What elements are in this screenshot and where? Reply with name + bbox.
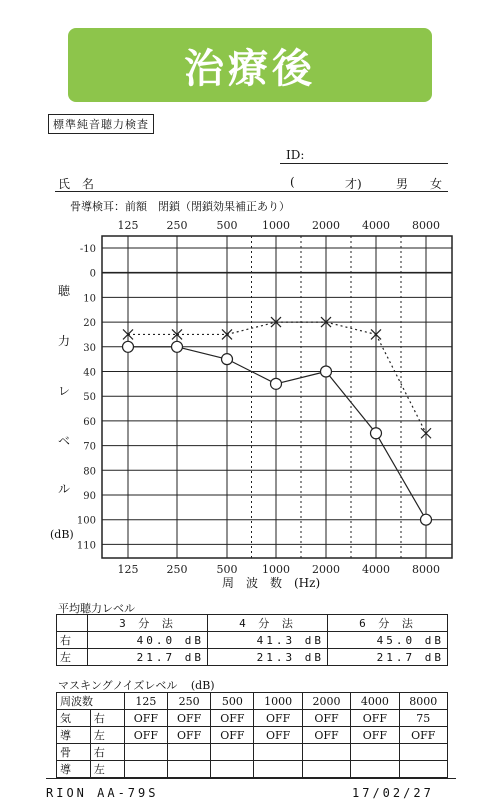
average-value: 40.0 dB [88,632,208,649]
average-value: 45.0 dB [328,632,448,649]
masking-row-air-left [57,727,448,744]
average-title: 平均聴力レベル [58,602,135,615]
y-tick-label: 20 [83,318,96,330]
masking-freq: 1000 [254,693,302,710]
y-tick-label: 30 [83,342,96,354]
masking-unit: (dB) [190,679,215,692]
vertical-label-2: 力 [58,334,71,348]
sex-male: 男 [396,177,409,191]
masking-freq: 250 [167,693,210,710]
masking-cell: OFF [211,710,254,727]
average-value: 21.7 dB [88,649,208,666]
masking-cell: OFF [351,727,399,744]
vertical-label-1: 聴 [58,284,71,298]
masking-cell [124,761,167,778]
masking-cell [302,761,350,778]
test-note: 骨導検耳：前額 閉鎖（閉鎖効果補正あり） [70,200,290,213]
masking-cell: OFF [302,727,350,744]
y-tick-label: 40 [83,367,96,379]
y-tick-label: 10 [83,293,96,305]
masking-cell: OFF [211,727,254,744]
masking-row-air-right [57,710,448,727]
average-value: 21.7 dB [328,649,448,666]
average-row-right [57,632,448,649]
y-tick-label: 110 [76,540,96,552]
masking-cell [351,744,399,761]
average-row-left [57,649,448,666]
masking-row-bone-left [57,761,448,778]
x-tick-label-top: 8000 [412,219,440,232]
masking-cell: OFF [167,727,210,744]
series-1-point [271,378,282,389]
series-1-point [172,341,183,352]
average-corner [57,615,88,632]
series-1-point [222,354,233,365]
masking-row-a: 導 [57,727,91,744]
form-title: 標準純音聴力検査 [48,114,154,134]
masking-row-a: 骨 [57,744,91,761]
average-header: 3 分 法 [88,615,208,632]
y-tick-label: 70 [83,441,96,453]
x-tick-label: 1000 [262,563,290,576]
masking-freq-label: 周波数 [57,693,125,710]
average-value: 21.3 dB [208,649,328,666]
sex-female: 女 [430,177,443,191]
masking-row-b: 左 [90,761,124,778]
masking-row-a: 導 [57,761,91,778]
series-2-segment [376,334,426,433]
series-1-point [371,428,382,439]
series-1-point [421,514,432,525]
x-tick-label-top: 500 [216,219,238,232]
masking-cell [254,761,302,778]
masking-cell: OFF [351,710,399,727]
masking-cell: OFF [302,710,350,727]
masking-title [58,677,215,693]
average-side: 左 [57,649,88,666]
masking-table [56,692,448,778]
masking-title-text: マスキングノイズレベル [58,679,178,692]
masking-row-b: 左 [90,727,124,744]
masking-cell: OFF [254,727,302,744]
masking-cell: OFF [124,710,167,727]
average-header: 4 分 法 [208,615,328,632]
masking-cell [351,761,399,778]
age-unit: 才) [345,177,362,191]
y-tick-label: 80 [83,466,96,478]
masking-cell [211,761,254,778]
masking-cell [167,744,210,761]
vertical-label-4: ベ [58,434,71,448]
id-label: ID: [286,148,305,162]
average-header-row [57,615,448,632]
x-tick-label: 4000 [362,563,390,576]
masking-cell [302,744,350,761]
series-1-segment [326,372,376,434]
masking-cell: OFF [167,710,210,727]
y-tick-label: 0 [89,268,96,280]
series-1-segment [177,347,227,359]
x-tick-label-top: 1000 [262,219,290,232]
masking-header-row [57,693,448,710]
chart-frame [102,236,452,558]
x-tick-label-top: 250 [166,219,188,232]
series-1-point [123,341,134,352]
masking-cell [211,744,254,761]
x-axis-title: 周 波 数 (Hz) [222,576,321,590]
y-tick-label: 50 [83,392,96,404]
masking-row-a: 気 [57,710,91,727]
vertical-label-5: ル [58,482,71,496]
masking-freq: 8000 [399,693,447,710]
x-tick-label: 8000 [412,563,440,576]
masking-freq: 125 [124,693,167,710]
average-table [56,614,448,666]
masking-cell [254,744,302,761]
x-tick-label-top: 2000 [312,219,340,232]
y-tick-label: -10 [79,244,96,255]
masking-cell [124,744,167,761]
footer-rule [46,778,456,779]
y-tick-label: 60 [83,416,96,428]
masking-row-bone-right [57,744,448,761]
age-open: ( [290,175,295,189]
footer-device: RION AA-79S [46,786,159,800]
x-tick-label: 250 [166,563,188,576]
x-tick-label: 125 [117,563,139,576]
x-tick-label-top: 125 [117,219,139,232]
x-tick-label: 2000 [312,563,340,576]
masking-cell [167,761,210,778]
x-tick-label: 500 [216,563,238,576]
masking-freq: 4000 [351,693,399,710]
vertical-label-3: レ [58,384,71,398]
name-label: 氏 名 [58,177,95,191]
y-tick-label: 100 [76,515,96,527]
average-header: 6 分 法 [328,615,448,632]
chart-grid [102,236,452,558]
masking-cell: OFF [124,727,167,744]
masking-cell: 75 [399,710,447,727]
y-tick-label: 90 [83,491,96,502]
masking-cell: OFF [399,727,447,744]
db-unit: (dB) [50,528,74,541]
masking-cell [399,744,447,761]
banner-title: 治療後 [184,45,316,92]
masking-row-b: 右 [90,744,124,761]
masking-freq: 2000 [302,693,350,710]
average-side: 右 [57,632,88,649]
footer-date: 17/02/27 [352,786,434,800]
masking-cell [399,761,447,778]
masking-row-b: 右 [90,710,124,727]
series-1-point [321,366,332,377]
x-tick-label-top: 4000 [362,219,390,232]
masking-freq: 500 [211,693,254,710]
average-value: 41.3 dB [208,632,328,649]
masking-cell: OFF [254,710,302,727]
